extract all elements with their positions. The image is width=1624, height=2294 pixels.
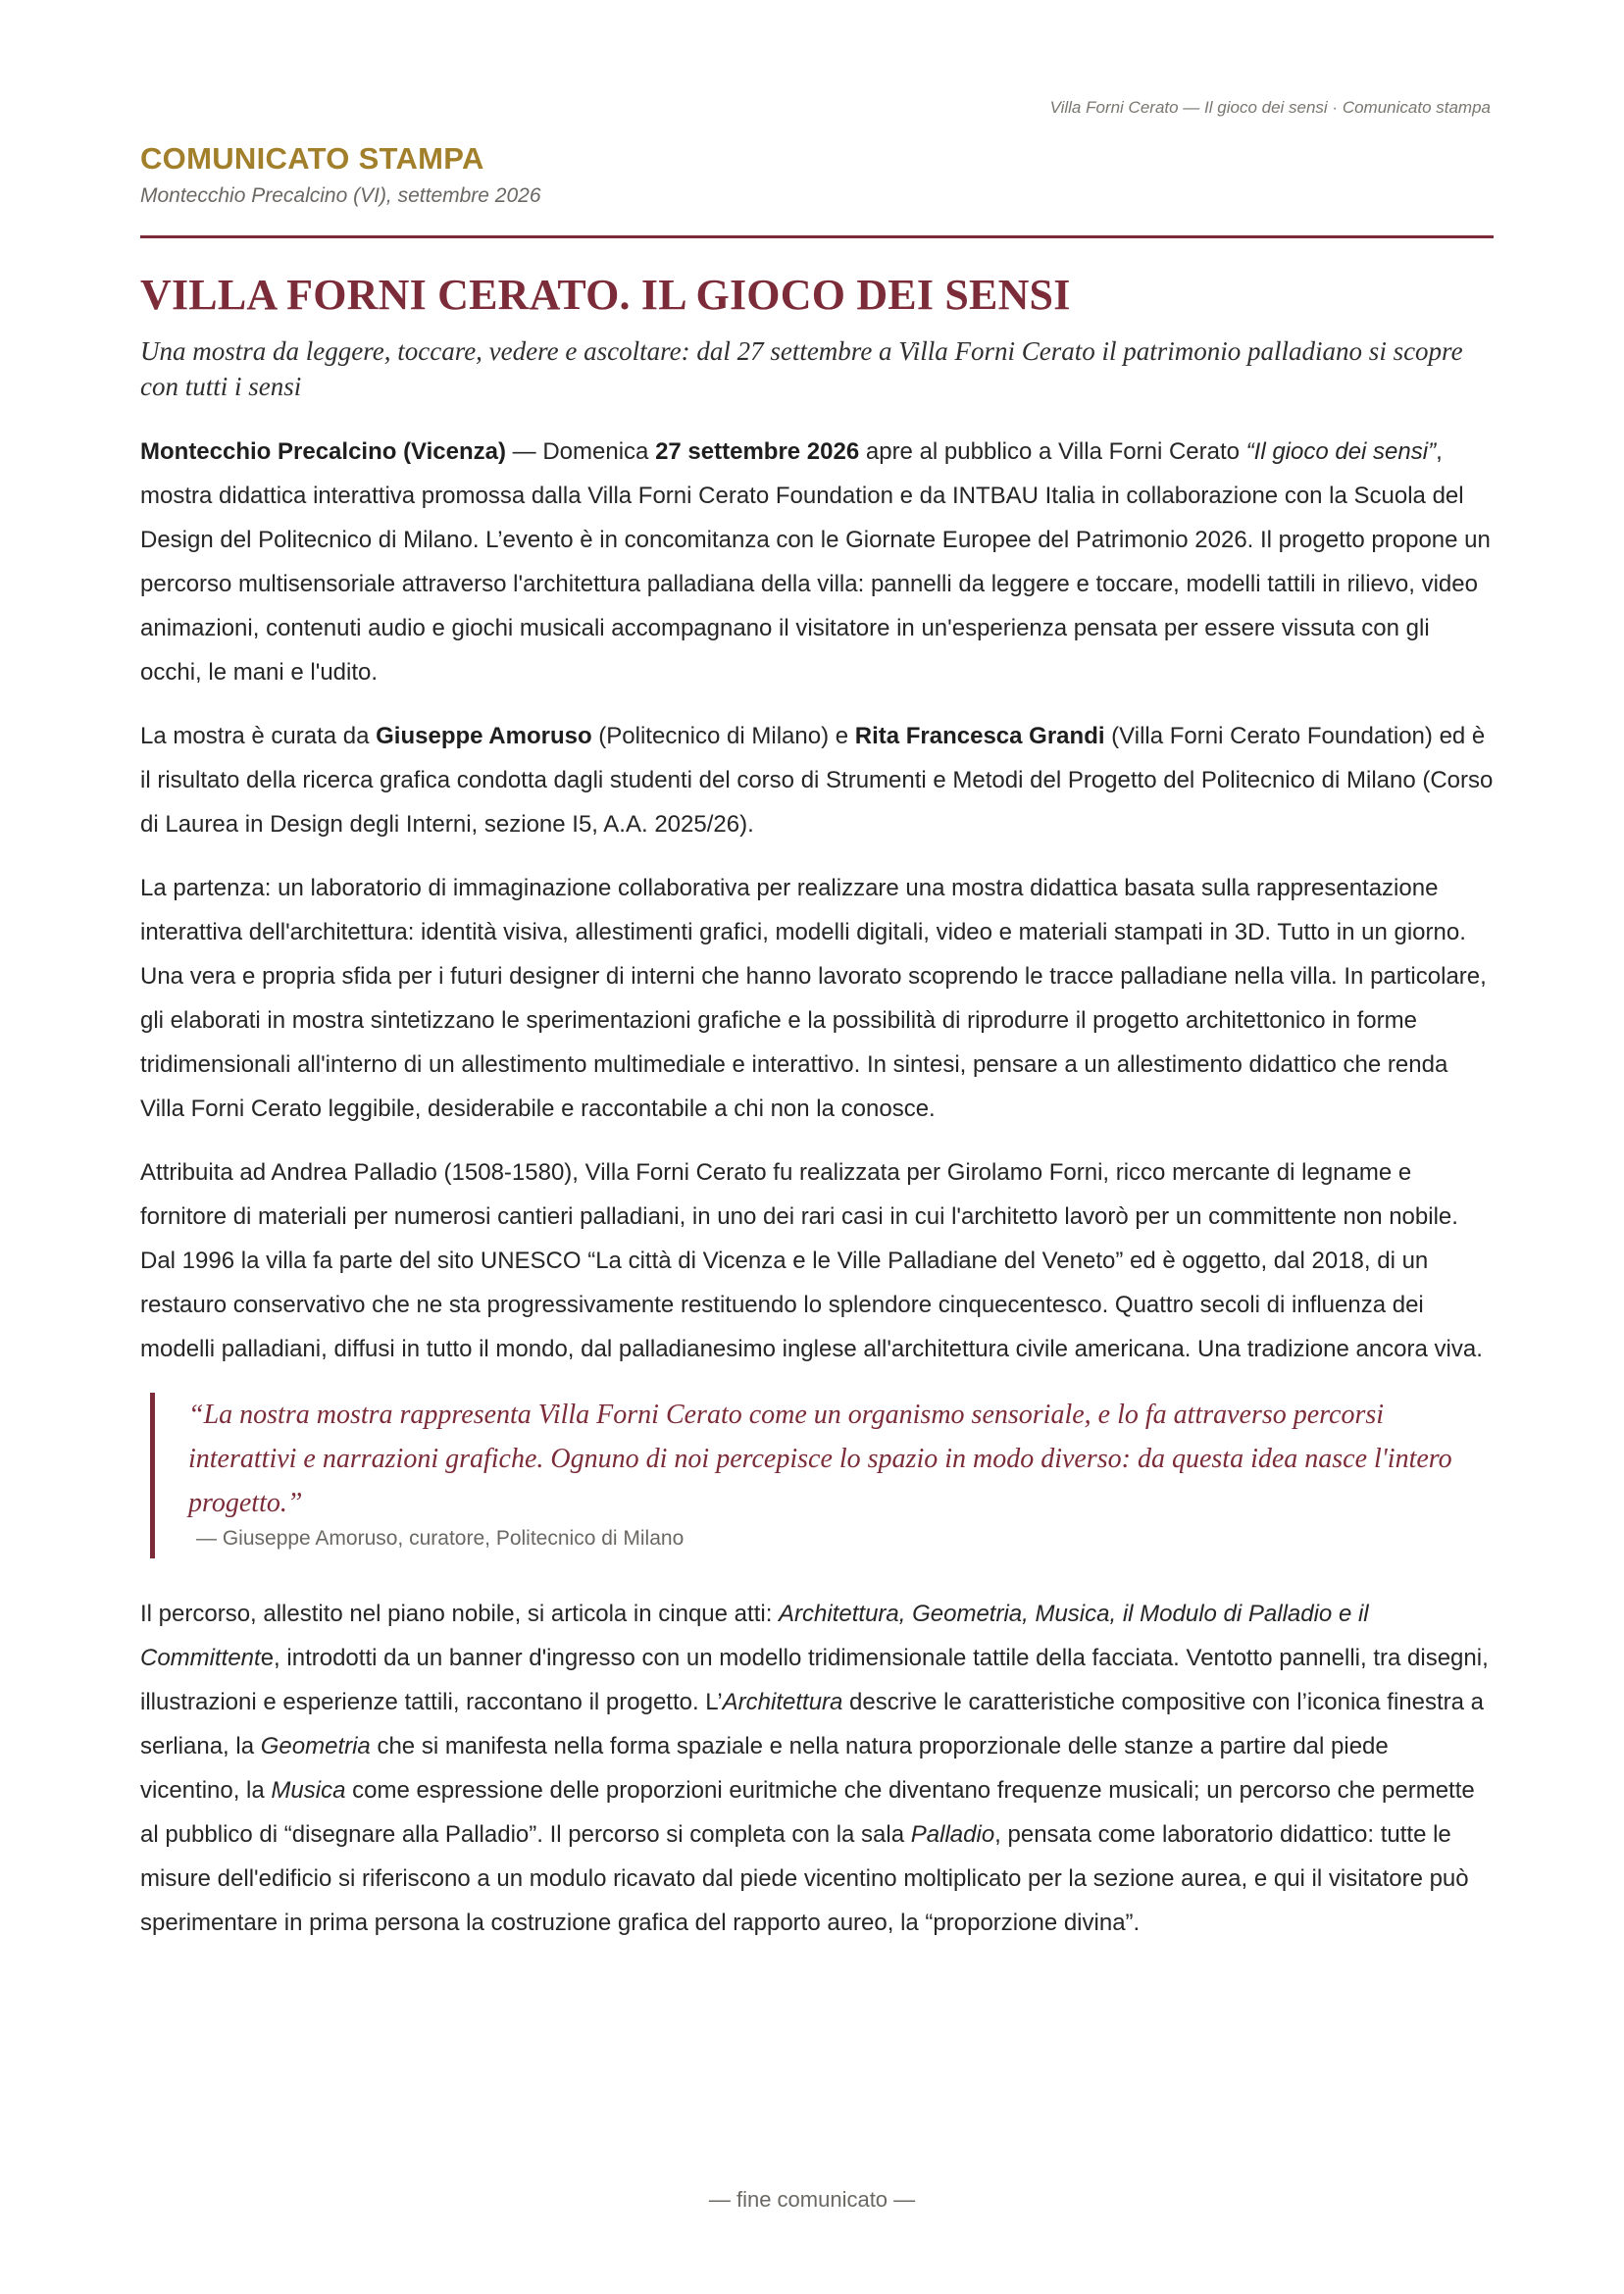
paragraph-itinerary	[140, 1592, 1494, 1945]
curator-name: Rita Francesca Grandi	[854, 723, 1105, 749]
press-header	[140, 141, 1494, 208]
press-label: COMUNICATO STAMPA	[140, 141, 484, 176]
quote-attribution: — Giuseppe Amoruso, curatore, Politecnico di Milano	[196, 1527, 685, 1550]
text-run: , pensata come laboratorio didattico: tutte le misure dell'edificio si riferiscono a un modulo ricavato dal piede vicentino moltiplicato per la sezione aurea, e qui il visitatore può sperimentare in prima persona la costruzione grafica del rapporto aureo, la “proporzione divina”.	[140, 1821, 1469, 1936]
text-run: e, introdotti da un banner d'ingresso con un modello tridimensionale tattile della facciata. Ventotto pannelli, tra disegni, illustrazioni e esperienze tattili, raccontano il progetto. L’	[140, 1645, 1489, 1715]
text-run: , mostra didattica interattiva promossa dalla Villa Forni Cerato Foundation e da INTBAU Italia in collaborazione con la Scuola del Design del Politecnico di Milano. L’evento è in concomitanza con le Giornate Europee del Patrimonio 2026. Il progetto propone un percorso multisensoriale attraverso l'architettura palladiana della villa: pannelli da leggere e toccare, modelli tattili in rilievo, video animazioni, contenuti audio e giochi musicali accompagnano il visitatore in un'esperienza pensata per essere vissuta con gli occhi, le mani e l'udito.	[140, 438, 1491, 686]
paragraph-workshop: La partenza: un laboratorio di immaginazione collaborativa per realizzare una mostra didattica basata sulla rappresentazione interattiva dell'architettura: identità visiva, allestimenti grafici, modelli digitali, video e materiali stampati in 3D. Tutto in un giorno. Una vera e propria sfida per i futuri designer di interni che hanno lavorato scoprendo le tracce palladiane nella villa. In particolare, gli elaborati in mostra sintetizzano le sperimentazioni grafiche e la possibilità di riprodurre il progetto architettonico in forme tridimensionali all'interno di un allestimento multimediale e interattivo. In sintesi, pensare a un allestimento didattico che renda Villa Forni Cerato leggibile, desiderabile e raccontabile a chi non la conosce.	[140, 875, 1487, 1122]
paragraph-intro	[140, 430, 1494, 694]
paragraph-curators	[140, 714, 1494, 846]
text-run: (Villa Forni Cerato Foundation) ed è il risultato della ricerca grafica condotta dagli studenti del corso di Strumenti e Metodi del Progetto del Politecnico di Milano (Corso di Laurea in Design degli Interni, sezione I5, A.A. 2025/26).	[140, 723, 1494, 838]
text-run: — Domenica	[506, 438, 656, 465]
text-run: (Politecnico di Milano) e	[591, 723, 855, 749]
text-run: che si manifesta nella forma spaziale e nella natura proporzionale delle stanze a partire dal piede vicentino, la	[140, 1733, 1389, 1804]
location-bold: Montecchio Precalcino (Vicenza)	[140, 438, 506, 465]
page-title: VILLA FORNI CERATO. IL GIOCO DEI SENSI	[140, 271, 1071, 319]
act-musica: Musica	[271, 1777, 346, 1804]
text-run: apre al pubblico a Villa Forni Cerato	[859, 438, 1246, 465]
room-palladio: Palladio	[910, 1821, 995, 1848]
act-geometria: Geometria	[260, 1733, 371, 1759]
text-run: Il percorso, allestito nel piano nobile, si articola in cinque atti:	[140, 1601, 780, 1627]
header-divider	[140, 235, 1494, 238]
date-bold: 27 settembre 2026	[655, 438, 860, 465]
place-date: Montecchio Precalcino (VI), settembre 2026	[140, 184, 541, 207]
acts-list: Architettura, Geometria, Musica, il Modulo di Palladio e il Committent	[140, 1601, 1369, 1671]
text-run: come espressione delle proporzioni euritmiche che diventano frequenze musicali; un percorso che permette al pubblico di “disegnare alla Palladio”. Il percorso si completa con la sala	[140, 1777, 1475, 1848]
text-run: La mostra è curata da	[140, 723, 377, 749]
paragraph-history: Attribuita ad Andrea Palladio (1508-1580), Villa Forni Cerato fu realizzata per Girolamo Forni, ricco mercante di legname e fornitore di materiali per numerosi cantieri palladiani, in uno dei rari casi in cui l'architetto lavorò per un committente non nobile. Dal 1996 la villa fa parte del sito UNESCO “La città di Vicenza e le Ville Palladiane del Veneto” ed è oggetto, dal 2018, di un restauro conservativo che ne sta progressivamente restituendo lo splendore cinquecentesco. Quattro secoli di influenza dei modelli palladiani, diffusi in tutto il mondo, dal palladianesimo inglese all'architettura civile americana. Una tradizione ancora viva.	[140, 1159, 1483, 1362]
end-of-release-mark: — fine comunicato —	[708, 2187, 916, 2212]
article-body	[140, 270, 1494, 1964]
subtitle: Una mostra da leggere, toccare, vedere e ascoltare: dal 27 settembre a Villa Forni Cerato il patrimonio palladiano si scopre con tutti i sensi	[140, 336, 1463, 401]
pull-quote	[150, 1393, 1494, 1558]
curator-name: Giuseppe Amoruso	[376, 723, 592, 749]
text-run: descrive le caratteristiche compositive con l’iconica finestra a serliana, la	[140, 1689, 1485, 1759]
quote-text: “La nostra mostra rappresenta Villa Forni Cerato come un organismo sensoriale, e lo fa attraverso percorsi interattivi e narrazioni grafiche. Ognuno di noi percepisce lo spazio in modo diverso: da questa idea nasce l'intero progetto.”	[188, 1400, 1452, 1518]
act-architettura: Architettura	[722, 1689, 843, 1715]
exhibit-title: “Il gioco dei sensi”	[1245, 438, 1437, 465]
running-header: Villa Forni Cerato — Il gioco dei sensi · Comunicato stampa	[1049, 98, 1491, 117]
